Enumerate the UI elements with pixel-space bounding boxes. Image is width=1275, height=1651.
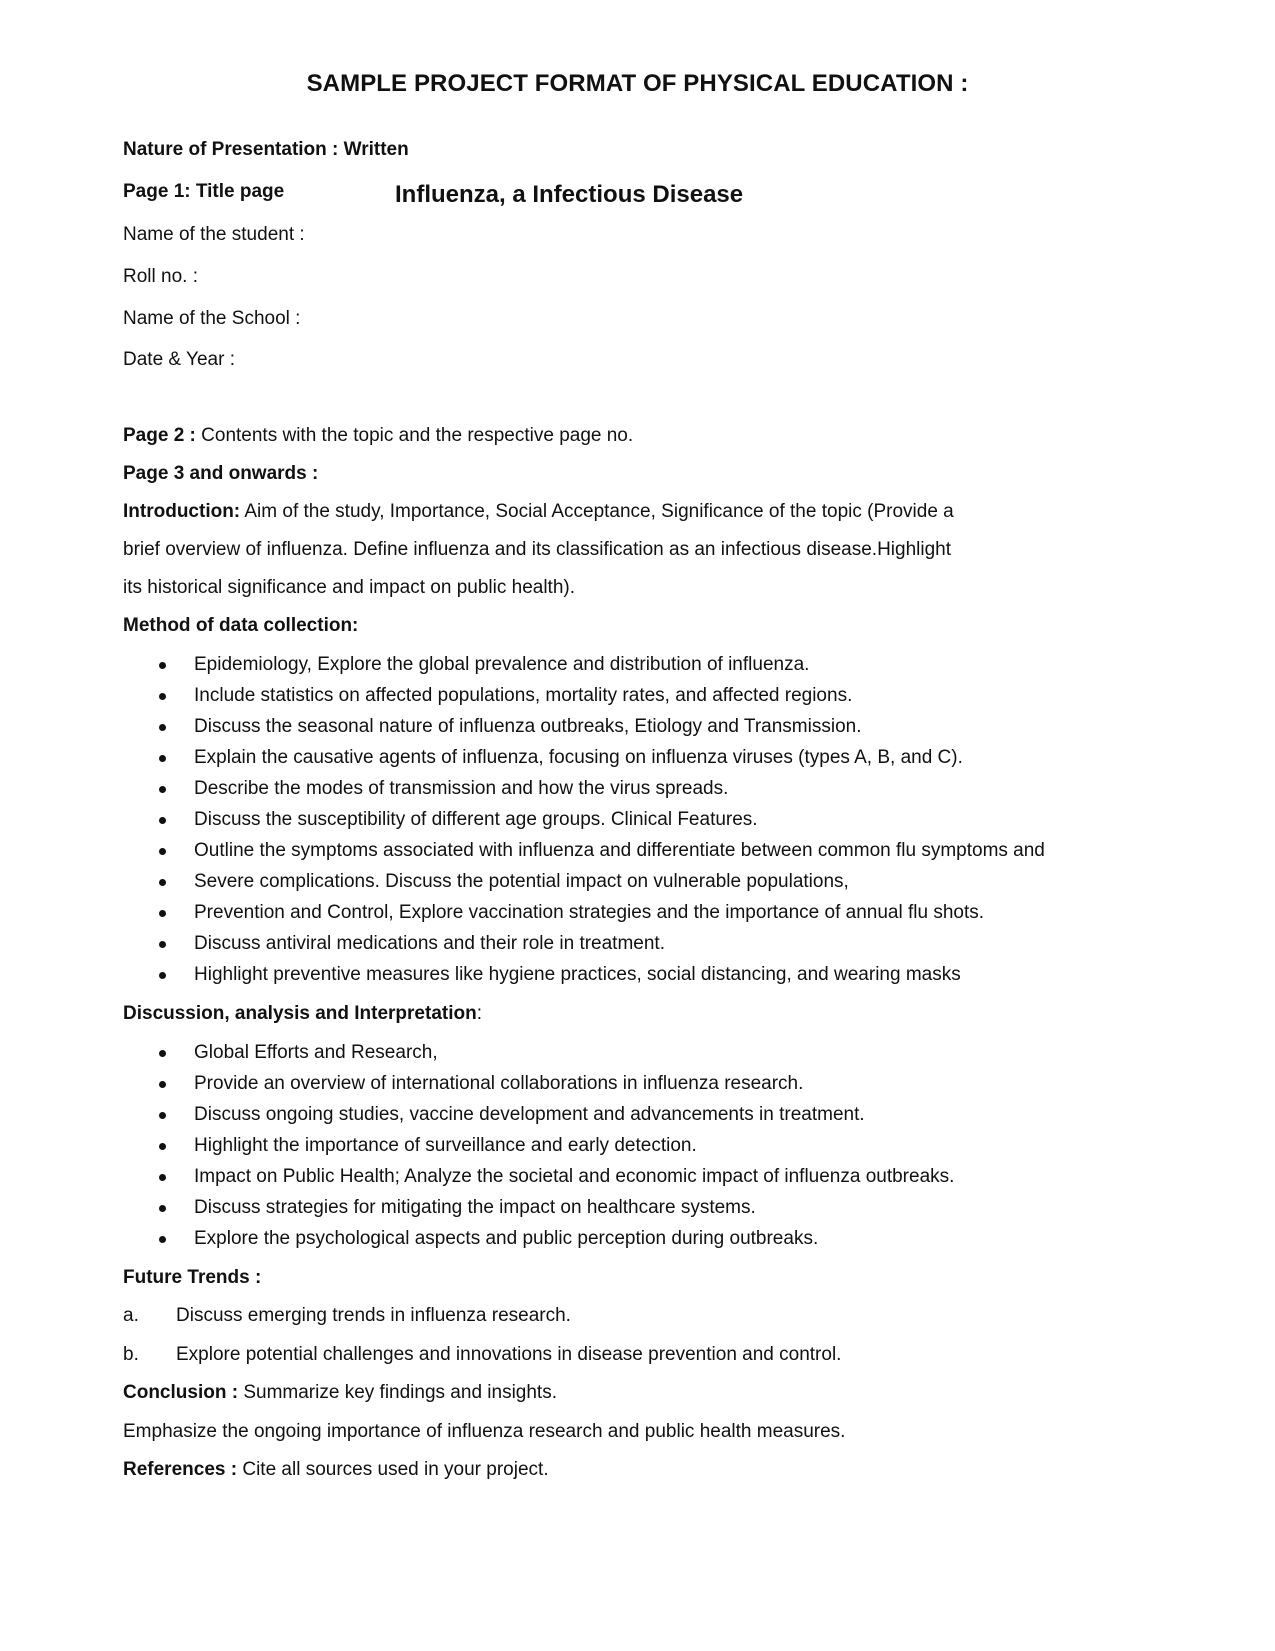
bullet-icon [159,1236,166,1243]
future-item-marker-b: b. [123,1344,139,1365]
bullet-icon [159,1205,166,1212]
future-item-marker-a: a. [123,1305,139,1326]
bullet-icon [159,693,166,700]
bullet-icon [159,662,166,669]
emphasize-line: Emphasize the ongoing importance of influenza research and public health measures. [123,1421,846,1442]
bullet-icon [159,724,166,731]
future-item-a: Discuss emerging trends in influenza research. [176,1305,571,1326]
future-item-b: Explore potential challenges and innovations in disease prevention and control. [176,1344,842,1365]
conclusion-text: Summarize key findings and insights. [238,1382,557,1403]
bullet-icon [159,1050,166,1057]
bullet-icon [159,1174,166,1181]
document-page: SAMPLE PROJECT FORMAT OF PHYSICAL EDUCATION : Nature of Presentation : Written Page 1: Title page Influenza, a Infectious Disease Name of the student : Roll no. : Name of the School : Date & Year : Page 2 : Contents with the topic and the respective page no. Page 3 and onwards : Introduction: Aim of the study, Importance, Social Acceptance, Significance of the topic (Provide a brief overview of influenza. Define influenza and its classification as an infectious disease.Highlight its historical significance and impact on public health). Method of data collection: Epidemiology, Explore the global prevalence and distribution of influenza. Include statistics on affected populations, mortality rates, and affected regions. Discuss the seasonal nature of influenza outbreaks, Etiology and Transmission. Explain the causative agents of influenza, focusing on influenza viruses (types A, B, and C). Describe the modes of transmission and how the virus spreads. Discuss the susceptibility of different age groups. Clinical Features. Outline the symptoms associated with influenza and differentiate between common flu symptoms and Severe complications. Discuss the potential impact on vulnerable populations, Prevention and Control, Explore vaccination strategies and the importance of annual flu shots. Discuss antiviral medications and their role in treatment. Highlight preventive measures like hygiene practices, social distancing, and wearing masks Discussion, analysis and Interpretation: Global Efforts and Research, Provide an overview of international collaborations in influenza research. Discuss ongoing studies, vaccine development and advancements in treatment. Highlight the importance of surveillance and early detection. Impact on Public Health; Analyze the societal and economic impact of influenza outbreaks. Discuss strategies for mitigating the impact on healthcare systems. Explore the psychological aspects and public perception during outbreaks. Future Trends : a. Discuss emerging trends in influenza research. b. Explore potential challenges and innovations in disease prevention and control. Conclusion : Summarize key findings and insights. Emphasize the ongoing importance of influenza research and public health measures. References : Cite all sources used in your project. [0,0,1275,1651]
introduction-line-1 [123,501,954,523]
bullet-icon [159,879,166,886]
project-topic-title: Influenza, a Infectious Disease [395,181,744,208]
page1-label: Page 1: Title page [123,181,285,202]
discussion-heading: Discussion, analysis and Interpretation [123,1003,477,1024]
discussion-heading-line [123,1003,482,1025]
bullet-icon [159,755,166,762]
references-label: References : [123,1459,238,1480]
introduction-line-2: brief overview of influenza. Define influenza and its classification as an infectious disease.Highlight [123,539,952,560]
method-heading: Method of data collection: [123,615,359,636]
bullet-icon [159,910,166,917]
conclusion-label: Conclusion : [123,1382,239,1403]
bullet-icon [159,941,166,948]
document-title: SAMPLE PROJECT FORMAT OF PHYSICAL EDUCATION : [306,70,969,97]
bullet-icon [159,972,166,979]
page2-line [123,425,633,447]
bullet-icon [159,1112,166,1119]
conclusion-line [123,1382,557,1404]
introduction-line-3: its historical significance and impact on public health). [123,577,576,598]
discussion-colon: : [476,1003,482,1024]
page2-label: Page 2 : [123,425,196,446]
introduction-text: Aim of the study, Importance, Social Acceptance, Significance of the topic (Provide a [240,501,954,522]
nature-of-presentation: Nature of Presentation : Written [123,139,409,160]
date-year-field: Date & Year : [123,349,235,370]
roll-no-field: Roll no. : [123,266,198,287]
bullet-icon [159,1081,166,1088]
bullet-icon [159,786,166,793]
references-line [123,1459,549,1481]
bullet-icon [159,817,166,824]
future-trends-heading: Future Trends : [123,1267,262,1288]
school-name-field: Name of the School : [123,308,301,329]
page3-label: Page 3 and onwards : [123,463,319,484]
introduction-label: Introduction: [123,501,241,522]
bullet-icon [159,1143,166,1150]
references-text: Cite all sources used in your project. [237,1459,549,1480]
student-name-field: Name of the student : [123,224,305,245]
bullet-icon [159,848,166,855]
page2-text: Contents with the topic and the respective page no. [195,425,634,446]
